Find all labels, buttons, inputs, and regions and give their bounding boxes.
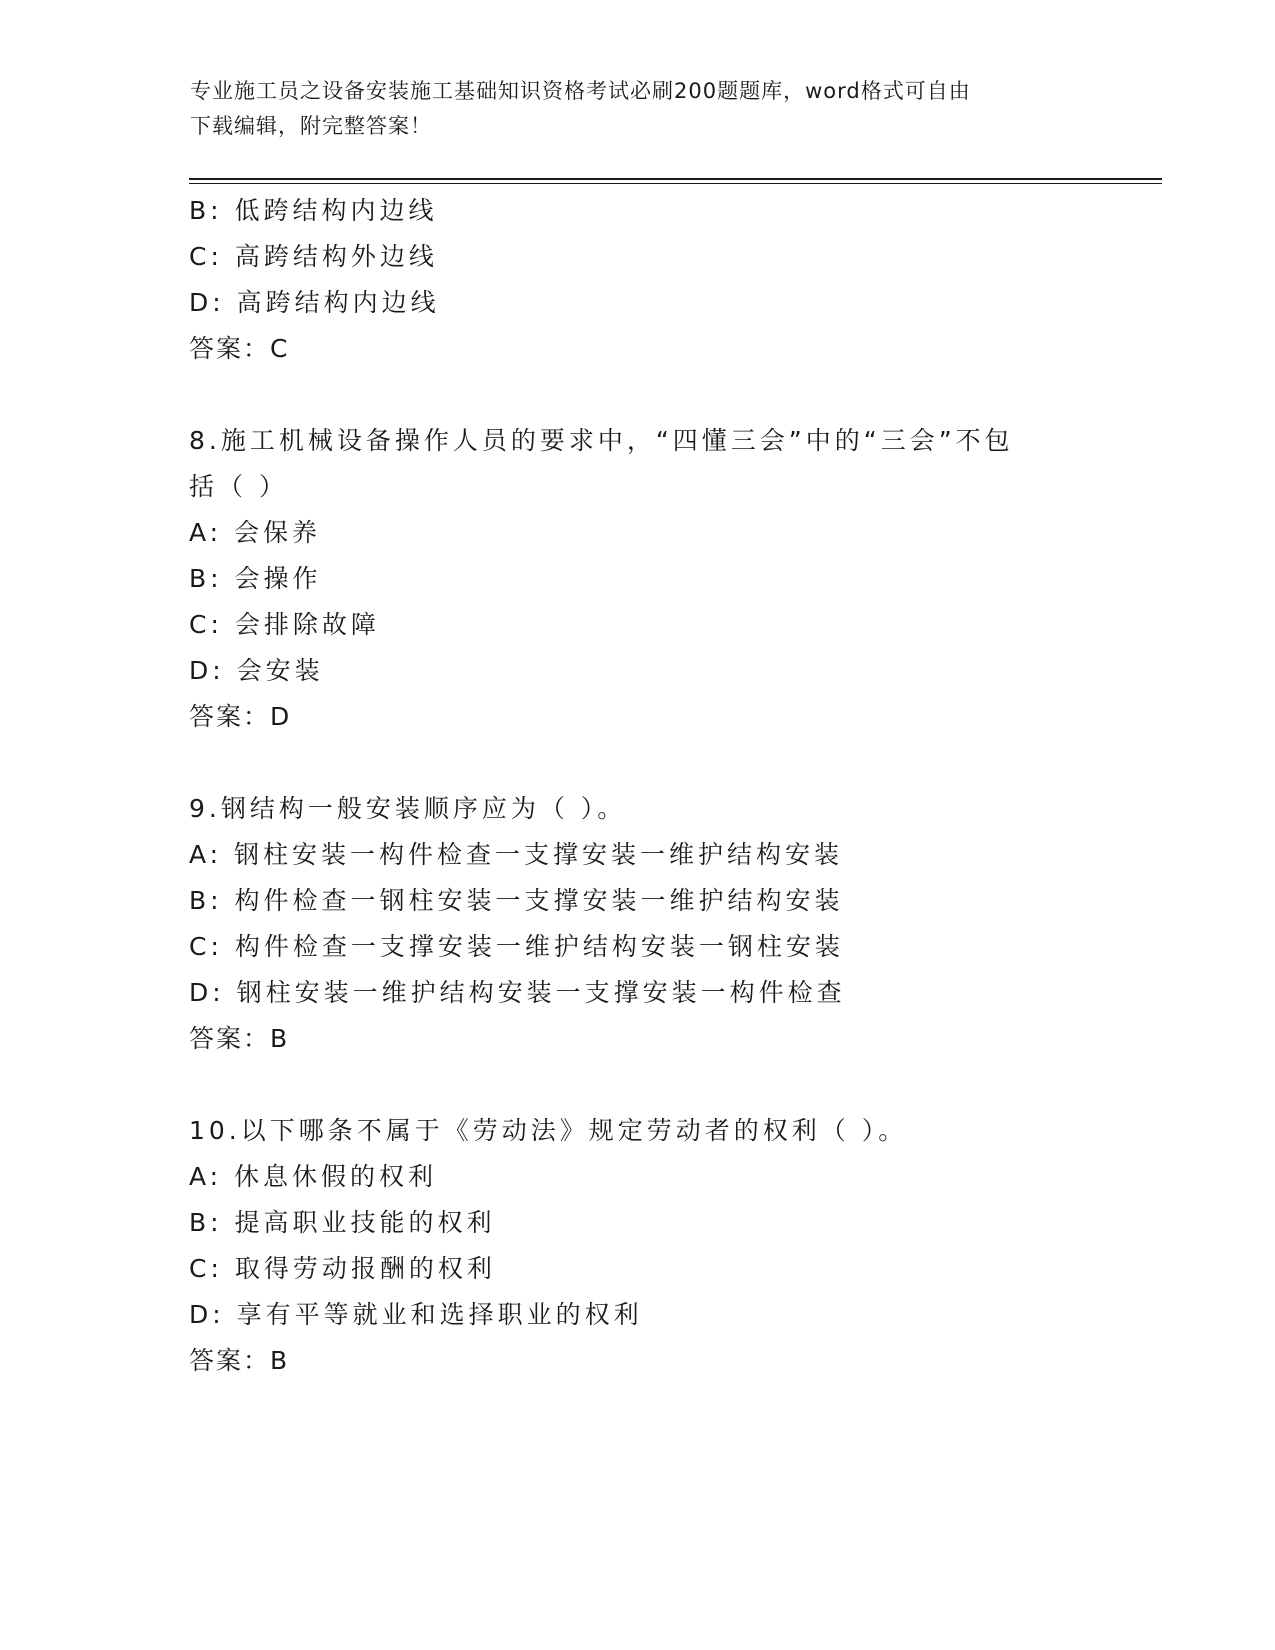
option-d: D: 高跨结构内边线 (189, 288, 440, 317)
question-text-line-2: 括（ ） (189, 472, 288, 501)
question-block-9 (189, 786, 1149, 1062)
question-text-line-1: 10.以下哪条不属于《劳动法》规定劳动者的权利（ ）。 (189, 1116, 908, 1145)
option-a: A: 钢柱安装一构件检查一支撑安装一维护结构安装 (189, 840, 844, 869)
answer-text: 答案：C (189, 334, 290, 363)
option-b: B: 提高职业技能的权利 (189, 1208, 496, 1237)
header-divider-thick (189, 178, 1162, 180)
answer-text: 答案：B (189, 1346, 290, 1375)
header-divider-thin (189, 183, 1162, 184)
option-c: C: 高跨结构外边线 (189, 242, 438, 271)
spacer (189, 372, 1149, 418)
option-c: C: 会排除故障 (189, 610, 380, 639)
spacer (189, 1062, 1149, 1108)
document-header (190, 74, 1090, 144)
option-d: D: 钢柱安装一维护结构安装一支撑安装一构件检查 (189, 978, 846, 1007)
option-b: B: 低跨结构内边线 (189, 196, 438, 225)
option-c: C: 取得劳动报酬的权利 (189, 1254, 496, 1283)
option-c: C: 构件检查一支撑安装一维护结构安装一钢柱安装 (189, 932, 844, 961)
option-a: A: 会保养 (189, 518, 322, 547)
option-d: D: 享有平等就业和选择职业的权利 (189, 1300, 643, 1329)
option-a: A: 休息休假的权利 (189, 1162, 438, 1191)
header-line-2: 下载编辑，附完整答案！ (190, 114, 432, 138)
question-list (189, 188, 1149, 1384)
option-b: B: 会操作 (189, 564, 322, 593)
option-d: D: 会安装 (189, 656, 324, 685)
header-line-1: 专业施工员之设备安装施工基础知识资格考试必刷200题题库，word格式可自由 (190, 79, 971, 103)
question-text-line-1: 9.钢结构一般安装顺序应为（ ）。 (189, 794, 627, 823)
answer-text: 答案：B (189, 1024, 290, 1053)
option-b: B: 构件检查一钢柱安装一支撑安装一维护结构安装 (189, 886, 844, 915)
question-block-7 (189, 188, 1149, 372)
question-block-10 (189, 1108, 1149, 1384)
spacer (189, 740, 1149, 786)
question-text-line-1: 8.施工机械设备操作人员的要求中，“四懂三会”中的“三会”不包 (189, 426, 1014, 455)
question-block-8 (189, 418, 1149, 740)
answer-text: 答案：D (189, 702, 292, 731)
